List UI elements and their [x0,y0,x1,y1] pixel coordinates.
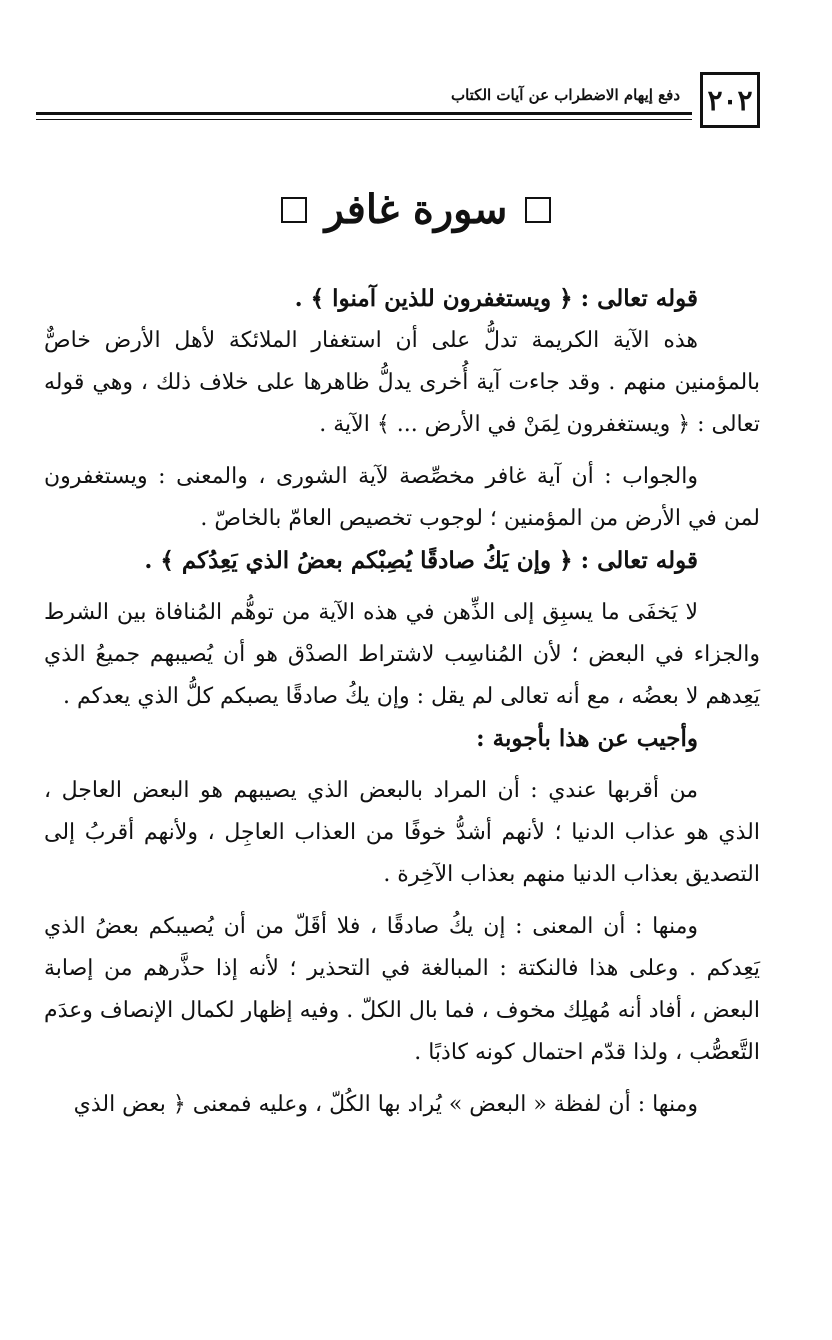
surah-title: سورة غافر [324,186,508,233]
header-rule-thick [36,112,692,115]
paragraph: لا يَخفَى ما يسبِق إلى الذِّهن في هذه الآية من توهُّم المُنافاة بين الشرط والجزاء في البعض ؛ لأن المُناسِب لاشتراط الصدْق هو أن يُصيبهم جميعُ الذي يَعِدهم لا بعضُه ، مع أنه تعالى لم يقل : وإن يكُ صادقًا يصبكم كلُّ الذي يعدكم . [44,600,760,709]
page-header [36,72,760,132]
subheading: وأجيب عن هذا بأجوبة : [476,725,698,752]
paragraph: ومنها : أن لفظة « البعض » يُراد بها الكُلّ ، وعليه فمعنى ﴿ بعض الذي [73,1092,698,1117]
running-title: دفع إيهام الاضطراب عن آيات الكتاب [450,86,680,104]
paragraph: من أقربها عندي : أن المراد بالبعض الذي يصيبهم هو البعض العاجل ، الذي هو عذاب الدنيا ؛ لأنهم أشدُّ خوفًا من العذاب العاجِل ، ولأنهم أقربُ إلى التصديق بعذاب الدنيا منهم بعذاب الآخِرة . [44,778,760,887]
square-ornament-icon [281,197,307,223]
page-number: ٢٠٢ [707,83,753,117]
verse-heading: قوله تعالى : ﴿ ويستغفرون للذين آمنوا ﴾ . [294,285,698,312]
answer-paragraph: والجواب : أن آية غافر مخصِّصة لآية الشورى ، والمعنى : ويستغفرون لمن في الأرض من المؤمنين ؛ لوجوب تخصيص العامّ بالخاصّ . [44,464,760,531]
surah-heading [0,186,832,233]
header-rule-thin [36,119,692,120]
page-body [44,278,760,1126]
page-number-box [700,72,760,128]
verse-heading: قوله تعالى : ﴿ وإن يَكُ صادقًا يُصِبْكم بعضُ الذي يَعِدُكم ﴾ . [144,547,698,574]
paragraph: هذه الآية الكريمة تدلُّ على أن استغفار الملائكة لأهل الأرض خاصٌّ بالمؤمنين منهم . وقد جاءت آية أُخرى يدلُّ ظاهرها على خلاف ذلك ، وهي قوله تعالى : ﴿ ويستغفرون لِمَنْ في الأرض ... ﴾ الآية . [44,328,760,437]
paragraph: ومنها : أن المعنى : إن يكُ صادقًا ، فلا أقَلّ من أن يُصيبكم بعضُ الذي يَعِدكم . وعلى هذا فالنكتة : المبالغة في التحذير ؛ لأنه إذا حذَّرهم من إصابة البعض ، أفاد أنه مُهلِك مخوف ، فما بال الكلّ . وفيه إظهار لكمال الإنصاف وعدَم التَّعصُّب ، ولذا قدّم احتمال كونه كاذبًا . [44,914,760,1065]
square-ornament-icon [525,197,551,223]
